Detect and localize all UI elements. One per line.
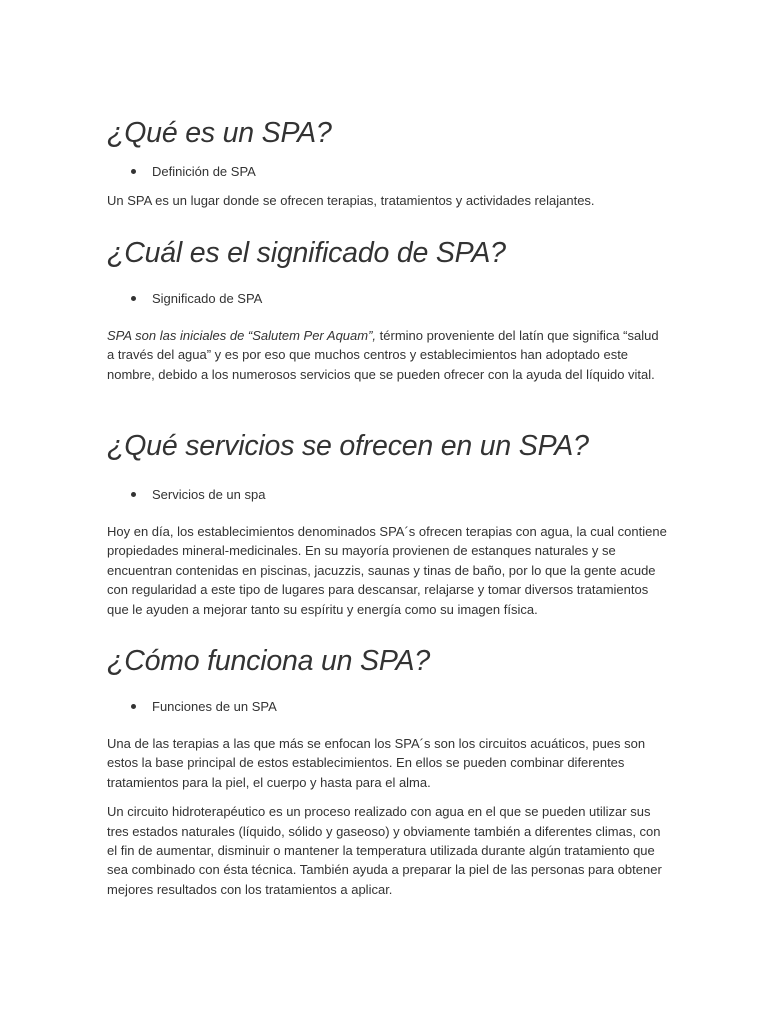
- paragraph: Un SPA es un lugar donde se ofrecen terapias, tratamientos y actividades relajantes.: [107, 193, 595, 208]
- bullet-icon: [131, 169, 136, 174]
- paragraph: Una de las terapias a las que más se enfocan los SPA´s son los circuitos acuáticos, pues son estos la base principal de estos establecimientos. En ellos se pueden combinar diferentes tratamientos para la piel, el cuerpo y hasta para el alma.: [107, 736, 646, 790]
- bullet-icon: [131, 704, 136, 709]
- paragraph: Un circuito hidroterapéutico es un proceso realizado con agua en el que se pueden utilizar sus tres estados naturales (líquido, sólido y gaseoso) y obviamente también a diferentes climas, con el fin de aumentar, disminuir o mantener la temperatura utilizada durante algún tratamiento que sea combinado con ésta técnica. También ayuda a preparar la piel de las personas para obtener mejores resultados con los tratamientos a aplicar.: [107, 804, 662, 897]
- list-item-label: Definición de SPA: [152, 164, 256, 179]
- bullet-icon: [131, 492, 136, 497]
- heading-spa-services: ¿Qué servicios se ofrecen en un SPA?: [107, 430, 589, 462]
- list-item-label: Funciones de un SPA: [152, 699, 277, 714]
- paragraph-italic-lead: SPA son las iniciales de “Salutem Per Aquam”,: [107, 328, 377, 343]
- bullet-icon: [131, 296, 136, 301]
- section-how-spa-works: [107, 643, 667, 899]
- list-item: [107, 162, 667, 181]
- list-item-label: Significado de SPA: [152, 291, 263, 306]
- paragraph: Hoy en día, los establecimientos denominados SPA´s ofrecen terapias con agua, la cual contiene propiedades mineral-medicinales. En su mayoría provienen de estanques naturales y se encuentran contenidas en piscinas, jacuzzis, saunas y tinas de baño, por lo que la gente acude con regularidad a este tipo de lugares para descansar, relajarse y tomar diversos tratamientos que le ayuden a mejorar tanto su espíritu y energía como su imagen física.: [107, 524, 667, 617]
- section-spa-meaning: [107, 235, 667, 384]
- list-item: [107, 697, 667, 716]
- heading-what-is-spa: ¿Qué es un SPA?: [107, 117, 332, 149]
- heading-how-spa-works: ¿Cómo funciona un SPA?: [107, 645, 431, 677]
- bullet-list: [107, 697, 667, 716]
- bullet-list: [107, 289, 667, 308]
- bullet-list: [107, 162, 667, 181]
- section-what-is-spa: [107, 115, 667, 210]
- bullet-list: [107, 485, 667, 504]
- list-item: [107, 289, 667, 308]
- heading-spa-meaning: ¿Cuál es el significado de SPA?: [107, 237, 506, 269]
- list-item: [107, 485, 667, 504]
- paragraph: [107, 326, 667, 384]
- list-item-label: Servicios de un spa: [152, 487, 266, 502]
- paragraph-rest: término proveniente del latín que significa “salud a través del agua” y es por eso que muchos centros y establecimientos han adoptado este nombre, debido a los numerosos servicios que se pueden ofrecer con la ayuda del líquido vital.: [107, 328, 659, 382]
- section-spa-services: [107, 428, 667, 619]
